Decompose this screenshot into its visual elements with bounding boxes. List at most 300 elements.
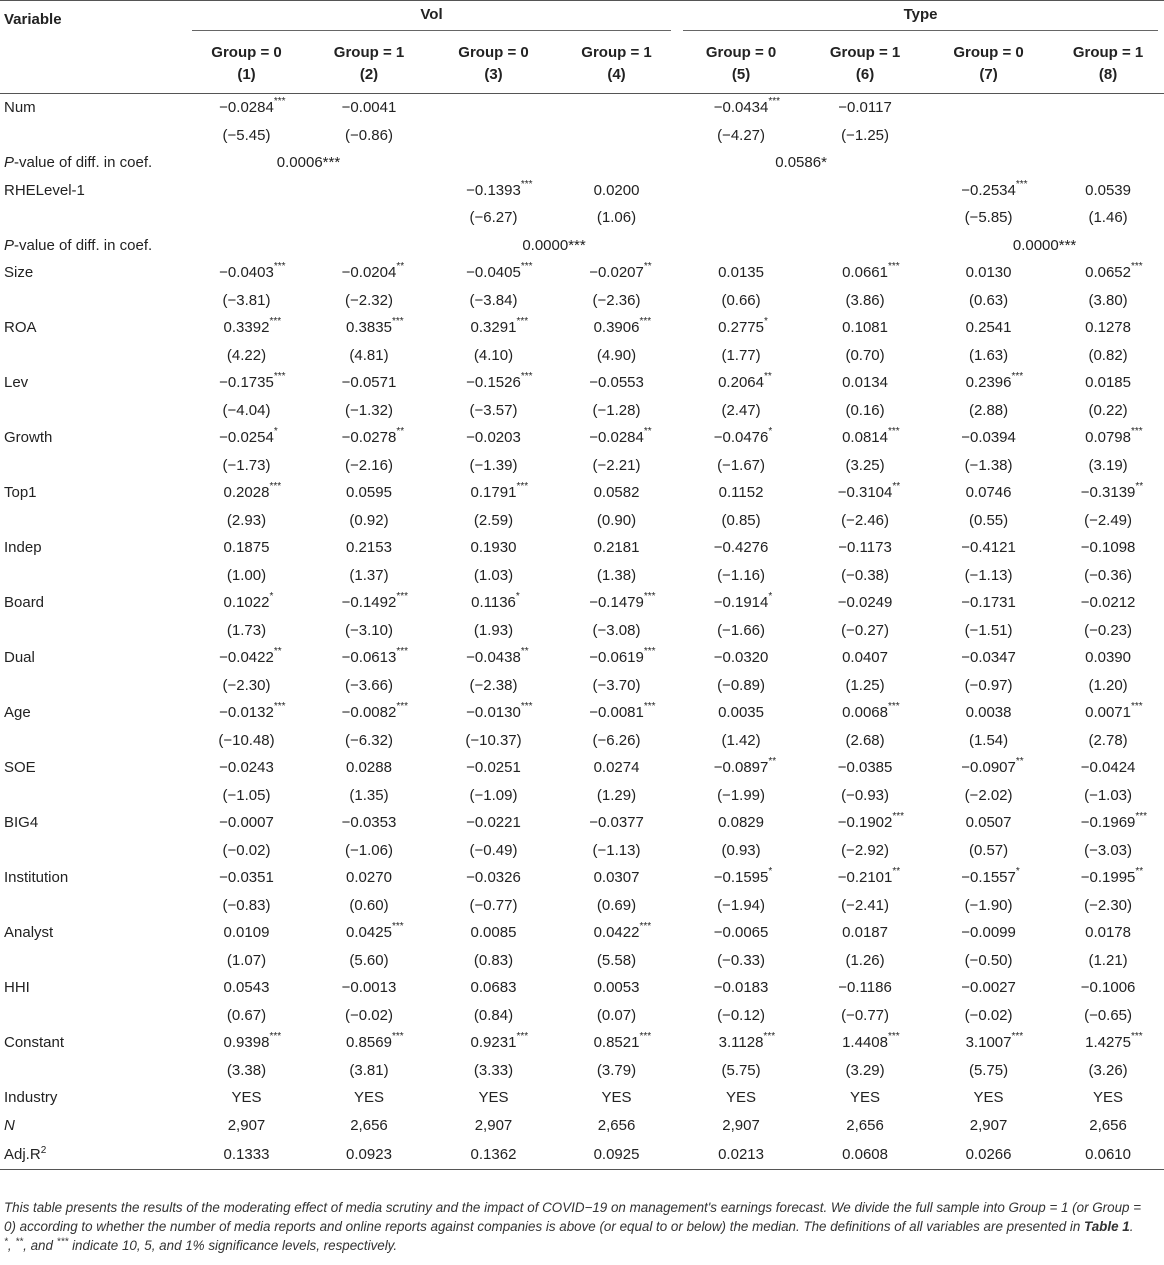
tstat-cell: (−1.28) bbox=[592, 401, 641, 419]
coef-cell bbox=[431, 259, 556, 287]
coef-number: −0.1492 bbox=[341, 594, 397, 612]
summary-value: 2,907 bbox=[722, 1116, 760, 1134]
coef-cell bbox=[431, 534, 556, 562]
summary-value: 0.0610 bbox=[1052, 1139, 1164, 1170]
coef-value bbox=[219, 371, 286, 392]
significance-stars: * bbox=[269, 591, 274, 603]
coef-value bbox=[961, 866, 1020, 887]
coef-cell bbox=[556, 534, 677, 562]
coef-value bbox=[842, 426, 900, 447]
coef-cell bbox=[925, 534, 1052, 562]
coef-value bbox=[961, 925, 1016, 940]
significance-stars: ** bbox=[892, 866, 901, 878]
coef-number: −0.0424 bbox=[1080, 759, 1136, 777]
tstat-cell: (−1.73) bbox=[222, 456, 271, 474]
tstat-cell: (−0.77) bbox=[841, 1006, 890, 1024]
coef-cell bbox=[677, 534, 805, 562]
pvalue-label-rest: -value of diff. in coef. bbox=[14, 236, 153, 254]
coef-cell bbox=[186, 479, 307, 507]
tstat-cell: (−1.32) bbox=[345, 401, 393, 419]
tstat-cell: (−0.86) bbox=[345, 126, 393, 144]
coef-row bbox=[0, 94, 1164, 122]
summary-value: YES bbox=[1093, 1089, 1124, 1107]
significance-stars: *** bbox=[643, 591, 656, 603]
coef-number: 0.0422 bbox=[593, 924, 640, 942]
coef-number: −0.0065 bbox=[713, 924, 769, 942]
tstat-cell: (−0.23) bbox=[1084, 621, 1133, 639]
coef-cell bbox=[307, 809, 431, 837]
coef-value bbox=[466, 430, 521, 445]
coef-value bbox=[714, 540, 769, 555]
significance-stars: *** bbox=[391, 1031, 404, 1043]
model-number: (8) bbox=[1052, 67, 1164, 94]
summary-row bbox=[0, 1139, 1164, 1170]
coef-number: −0.0007 bbox=[219, 814, 274, 832]
tstat-cell: (−6.32) bbox=[345, 731, 393, 749]
coef-value bbox=[1085, 320, 1131, 335]
coef-cell bbox=[925, 259, 1052, 287]
coef-cell bbox=[431, 177, 556, 205]
tstat-cell: (0.63) bbox=[968, 291, 1009, 309]
summary-name: Adj.R bbox=[4, 1145, 41, 1163]
coef-value bbox=[471, 980, 517, 995]
tstat-cell: (−0.50) bbox=[964, 951, 1013, 969]
coef-cell bbox=[805, 864, 925, 892]
coef-number: 0.0135 bbox=[718, 264, 764, 282]
coef-row bbox=[0, 369, 1164, 397]
summary-value: YES bbox=[478, 1089, 509, 1107]
coef-value bbox=[837, 481, 901, 502]
tstat-cell: (−1.05) bbox=[222, 786, 271, 804]
tstat-cell: (−6.26) bbox=[592, 731, 641, 749]
tstat-cell: (−1.94) bbox=[717, 896, 766, 914]
coef-number: 0.0746 bbox=[965, 484, 1012, 502]
coef-value bbox=[589, 591, 656, 612]
tstat-cell: (−0.65) bbox=[1084, 1006, 1133, 1024]
tstat-cell: (−1.90) bbox=[964, 896, 1013, 914]
summary-value: YES bbox=[601, 1089, 632, 1107]
significance-stars: *** bbox=[768, 96, 781, 108]
coef-cell bbox=[805, 589, 925, 617]
model-number: (4) bbox=[556, 67, 677, 94]
significance-stars: ** bbox=[396, 261, 405, 273]
pvalue-cell: 0.0000*** bbox=[1012, 236, 1077, 254]
coef-number: −0.0251 bbox=[466, 759, 521, 777]
coef-cell bbox=[186, 864, 307, 892]
coef-cell bbox=[925, 1029, 1052, 1057]
significance-stars: ** bbox=[768, 756, 777, 768]
coef-value bbox=[224, 980, 270, 995]
summary-value: YES bbox=[973, 1089, 1004, 1107]
coef-value bbox=[594, 980, 640, 995]
coef-cell bbox=[805, 479, 925, 507]
coef-row bbox=[0, 424, 1164, 452]
coef-number: −0.0117 bbox=[838, 99, 892, 117]
coef-value bbox=[966, 485, 1012, 500]
tstat-cell: (3.29) bbox=[845, 1061, 885, 1079]
coef-number: 0.1930 bbox=[470, 539, 517, 557]
coef-cell bbox=[307, 589, 431, 617]
coef-cell bbox=[307, 1029, 431, 1057]
coef-cell bbox=[925, 754, 1052, 782]
coef-value bbox=[961, 540, 1016, 555]
coef-value bbox=[589, 646, 656, 667]
coef-number: −0.2534 bbox=[961, 181, 1016, 199]
significance-stars: *** bbox=[273, 371, 286, 383]
coef-number: −0.0326 bbox=[466, 869, 521, 887]
coef-value bbox=[589, 261, 652, 282]
significance-stars: *** bbox=[1131, 261, 1143, 273]
coef-cell bbox=[556, 94, 677, 122]
tstat-cell bbox=[805, 204, 925, 232]
tstat-cell: (1.21) bbox=[1088, 951, 1128, 969]
coef-cell bbox=[556, 919, 677, 947]
coef-value bbox=[341, 426, 405, 447]
tstat-cell: (−2.92) bbox=[841, 841, 890, 859]
tstat-row bbox=[0, 342, 1164, 370]
coef-cell bbox=[805, 754, 925, 782]
coef-value bbox=[466, 178, 533, 199]
tstat-row bbox=[0, 672, 1164, 700]
coef-number: 0.9231 bbox=[470, 1034, 517, 1052]
group-label: Group = 0 bbox=[705, 43, 777, 61]
coef-cell bbox=[805, 424, 925, 452]
coef-number: 0.0595 bbox=[346, 484, 392, 502]
coef-number: −0.1995 bbox=[1080, 869, 1136, 887]
coef-row bbox=[0, 919, 1164, 947]
tstat-cell: (1.07) bbox=[226, 951, 267, 969]
coef-value bbox=[842, 1031, 900, 1052]
coef-value bbox=[961, 756, 1024, 777]
significance-stars: ** bbox=[643, 261, 652, 273]
coef-number: −0.4121 bbox=[961, 539, 1016, 557]
tstat-cell: (−0.12) bbox=[717, 1006, 766, 1024]
pvalue-label-italic: P bbox=[4, 154, 15, 172]
variable-header: Variable bbox=[0, 1, 186, 38]
significance-stars: *** bbox=[1131, 426, 1143, 438]
coef-number: −0.1731 bbox=[961, 594, 1016, 612]
coef-cell bbox=[307, 424, 431, 452]
variable-name: RHELevel-1 bbox=[4, 181, 85, 199]
coef-cell bbox=[925, 94, 1052, 122]
coef-cell bbox=[805, 369, 925, 397]
coef-cell bbox=[677, 974, 805, 1002]
coef-number: −0.0394 bbox=[961, 429, 1016, 447]
coef-number: 0.0407 bbox=[842, 649, 888, 667]
tstat-cell: (3.25) bbox=[845, 456, 885, 474]
summary-value: 2,656 bbox=[350, 1116, 388, 1134]
coef-number: 0.9398 bbox=[223, 1034, 270, 1052]
coef-value bbox=[838, 100, 892, 115]
coef-cell bbox=[805, 974, 925, 1002]
coef-value bbox=[346, 316, 404, 337]
coef-cell bbox=[556, 644, 677, 672]
coef-cell bbox=[925, 589, 1052, 617]
coef-value bbox=[341, 591, 408, 612]
tstat-row bbox=[0, 727, 1164, 755]
coef-value bbox=[966, 705, 1012, 720]
coef-value bbox=[1085, 183, 1131, 198]
coef-cell bbox=[307, 974, 431, 1002]
tstat-cell bbox=[1052, 122, 1164, 150]
coef-cell bbox=[307, 479, 431, 507]
tstat-cell: (1.20) bbox=[1088, 676, 1128, 694]
coef-number: −0.0254 bbox=[219, 429, 274, 447]
tstat-row bbox=[0, 507, 1164, 535]
coef-cell bbox=[1052, 864, 1164, 892]
coef-number: 0.0085 bbox=[470, 924, 517, 942]
tstat-row bbox=[0, 287, 1164, 315]
coef-number: −0.1479 bbox=[589, 594, 644, 612]
coef-value bbox=[219, 701, 286, 722]
coef-value bbox=[842, 375, 888, 390]
tstat-cell: (1.00) bbox=[226, 566, 267, 584]
tstat-cell: (0.60) bbox=[349, 896, 389, 914]
coef-cell bbox=[805, 699, 925, 727]
tstat-row bbox=[0, 397, 1164, 425]
coef-number: 0.8521 bbox=[593, 1034, 640, 1052]
tstat-cell: (4.22) bbox=[226, 346, 267, 364]
summary-row bbox=[0, 1112, 1164, 1140]
pvalue-label bbox=[0, 149, 186, 177]
coef-cell bbox=[677, 699, 805, 727]
tstat-cell: (−3.03) bbox=[1084, 841, 1133, 859]
tstat-cell: (1.54) bbox=[968, 731, 1009, 749]
coef-number: −0.0385 bbox=[837, 759, 893, 777]
coef-number: 0.2064 bbox=[718, 374, 764, 392]
coef-value bbox=[471, 540, 517, 555]
coef-number: 0.0270 bbox=[346, 869, 392, 887]
group-header-row bbox=[0, 37, 1164, 67]
tstat-cell bbox=[431, 122, 556, 150]
coef-number: −0.0082 bbox=[341, 704, 397, 722]
variable-name: Num bbox=[4, 99, 36, 117]
tstat-cell: (−0.83) bbox=[222, 896, 271, 914]
coef-value bbox=[342, 100, 397, 115]
coef-cell bbox=[1052, 177, 1164, 205]
coef-cell bbox=[677, 369, 805, 397]
coef-value bbox=[589, 701, 656, 722]
coef-value bbox=[224, 925, 270, 940]
significance-stars: *** bbox=[520, 371, 533, 383]
group-label: Group = 1 bbox=[1072, 43, 1144, 61]
coef-value bbox=[714, 980, 769, 995]
coef-number: −0.0212 bbox=[1080, 594, 1136, 612]
coef-number: 0.0539 bbox=[1085, 181, 1131, 199]
tstat-cell: (−0.77) bbox=[469, 896, 518, 914]
coef-number: 3.1007 bbox=[965, 1034, 1012, 1052]
coef-cell bbox=[186, 754, 307, 782]
coef-number: −0.0353 bbox=[341, 814, 397, 832]
coef-number: −0.0351 bbox=[219, 869, 274, 887]
coef-number: 0.0829 bbox=[718, 814, 764, 832]
coef-cell bbox=[805, 919, 925, 947]
coef-value bbox=[594, 183, 640, 198]
coef-value bbox=[961, 595, 1016, 610]
tstat-cell: (0.85) bbox=[721, 511, 761, 529]
coef-value bbox=[594, 540, 640, 555]
tstat-cell: (1.63) bbox=[968, 346, 1009, 364]
coef-value bbox=[594, 870, 640, 885]
coef-cell bbox=[186, 1029, 307, 1057]
coef-value bbox=[223, 316, 282, 337]
summary-value: 2,907 bbox=[227, 1116, 266, 1134]
tstat-row bbox=[0, 122, 1164, 150]
tstat-row bbox=[0, 204, 1164, 232]
tstat-cell: (0.55) bbox=[968, 511, 1009, 529]
coef-value bbox=[346, 921, 404, 942]
coef-number: 0.0071 bbox=[1085, 704, 1131, 722]
coef-cell bbox=[1052, 919, 1164, 947]
coef-cell bbox=[556, 479, 677, 507]
coef-cell bbox=[431, 1029, 556, 1057]
coef-value bbox=[965, 1031, 1024, 1052]
coef-number: 0.0288 bbox=[346, 759, 392, 777]
summary-value: YES bbox=[850, 1089, 881, 1107]
coef-row bbox=[0, 809, 1164, 837]
summary-value: 2,656 bbox=[846, 1116, 884, 1134]
pvalue-label bbox=[0, 232, 186, 260]
coef-number: −0.0013 bbox=[341, 979, 397, 997]
coef-value bbox=[838, 980, 892, 995]
coef-cell bbox=[677, 424, 805, 452]
tstat-row bbox=[0, 617, 1164, 645]
coef-value bbox=[1080, 811, 1148, 832]
coef-number: −0.0130 bbox=[466, 704, 521, 722]
coef-number: −0.0476 bbox=[713, 429, 769, 447]
coef-value bbox=[966, 265, 1012, 280]
tstat-cell: (1.42) bbox=[721, 731, 761, 749]
coef-cell bbox=[186, 809, 307, 837]
coef-number: −0.0183 bbox=[713, 979, 769, 997]
coef-number: −0.0249 bbox=[837, 594, 893, 612]
tstat-cell: (4.81) bbox=[349, 346, 389, 364]
coef-value bbox=[1081, 540, 1136, 555]
tstat-cell: (−0.02) bbox=[345, 1006, 393, 1024]
coef-value bbox=[470, 481, 529, 502]
tstat-cell: (−2.49) bbox=[1084, 511, 1133, 529]
tstat-cell: (−1.13) bbox=[964, 566, 1013, 584]
summary-value: 2,656 bbox=[1089, 1116, 1127, 1134]
tstat-cell bbox=[186, 204, 307, 232]
tstat-cell: (−2.41) bbox=[841, 896, 890, 914]
coef-cell bbox=[1052, 974, 1164, 1002]
coef-number: 0.0814 bbox=[842, 429, 888, 447]
coef-row bbox=[0, 644, 1164, 672]
tstat-cell: (0.92) bbox=[349, 511, 389, 529]
significance-stars: * bbox=[768, 866, 773, 878]
tstat-cell: (1.77) bbox=[721, 346, 761, 364]
variable-name: HHI bbox=[4, 979, 30, 997]
pvalue-label-italic: P bbox=[4, 236, 15, 254]
coef-cell bbox=[556, 314, 677, 342]
coef-number: −0.0571 bbox=[341, 374, 397, 392]
coef-value bbox=[466, 815, 521, 830]
coef-cell bbox=[805, 534, 925, 562]
coef-row bbox=[0, 479, 1164, 507]
coef-cell bbox=[556, 699, 677, 727]
coef-cell bbox=[556, 974, 677, 1002]
summary-row bbox=[0, 1084, 1164, 1112]
tstat-cell: (5.75) bbox=[968, 1061, 1009, 1079]
coef-number: −0.0613 bbox=[341, 649, 397, 667]
coef-value bbox=[718, 316, 768, 337]
variable-name: Institution bbox=[4, 869, 69, 887]
coef-cell bbox=[186, 534, 307, 562]
coef-cell bbox=[307, 864, 431, 892]
tstat-cell: (−0.02) bbox=[964, 1006, 1013, 1024]
coef-number: 0.2396 bbox=[965, 374, 1012, 392]
coef-number: −0.1393 bbox=[466, 181, 521, 199]
model-number: (2) bbox=[307, 67, 431, 94]
tstat-cell: (−1.13) bbox=[592, 841, 641, 859]
significance-stars: *** bbox=[516, 481, 529, 493]
significance-stars: *** bbox=[396, 591, 408, 603]
significance-stars: *** bbox=[273, 701, 286, 713]
coef-number: −0.1173 bbox=[838, 539, 892, 557]
significance-stars: *** bbox=[887, 261, 900, 273]
tstat-cell: (−4.27) bbox=[717, 126, 766, 144]
tstat-cell: (−3.66) bbox=[345, 676, 393, 694]
coef-cell bbox=[307, 754, 431, 782]
significance-stars: *** bbox=[273, 96, 286, 108]
tstat-cell bbox=[556, 122, 677, 150]
significance-stars: *** bbox=[892, 811, 905, 823]
coef-number: −0.1557 bbox=[961, 869, 1016, 887]
summary-value: YES bbox=[231, 1089, 262, 1107]
coef-value bbox=[593, 1031, 652, 1052]
significance-stars: *** bbox=[269, 316, 282, 328]
coef-cell bbox=[556, 424, 677, 452]
coef-cell bbox=[677, 259, 805, 287]
coef-cell bbox=[925, 177, 1052, 205]
coef-cell bbox=[925, 809, 1052, 837]
tstat-cell: (2.68) bbox=[845, 731, 885, 749]
significance-stars: *** bbox=[516, 1031, 529, 1043]
tstat-cell: (−0.97) bbox=[964, 676, 1013, 694]
coef-value bbox=[714, 650, 769, 665]
coef-number: 0.2153 bbox=[346, 539, 392, 557]
coef-row bbox=[0, 864, 1164, 892]
coef-number: 0.3392 bbox=[223, 319, 270, 337]
coef-number: −0.0221 bbox=[466, 814, 521, 832]
coef-number: −0.0207 bbox=[589, 264, 644, 282]
coef-value bbox=[219, 646, 282, 667]
coef-number: −0.0377 bbox=[589, 814, 644, 832]
coef-cell bbox=[1052, 589, 1164, 617]
coef-cell bbox=[805, 177, 925, 205]
coef-number: −0.0243 bbox=[219, 759, 274, 777]
coef-value bbox=[466, 261, 533, 282]
significance-stars: ** bbox=[1135, 866, 1144, 878]
tstat-row bbox=[0, 947, 1164, 975]
coef-cell bbox=[677, 754, 805, 782]
summary-name: Industry bbox=[4, 1089, 58, 1107]
coef-value bbox=[838, 595, 893, 610]
coef-number: −0.0403 bbox=[219, 264, 274, 282]
tstat-cell: (−2.02) bbox=[964, 786, 1013, 804]
tstat-cell: (−0.33) bbox=[717, 951, 766, 969]
panel-header-row bbox=[0, 1, 1164, 38]
tstat-cell: (−6.27) bbox=[469, 209, 518, 227]
coef-number: −0.1006 bbox=[1080, 979, 1136, 997]
coef-cell bbox=[431, 94, 556, 122]
tstat-cell: (−0.89) bbox=[717, 676, 766, 694]
coef-cell bbox=[677, 589, 805, 617]
coef-value bbox=[842, 925, 888, 940]
coef-value bbox=[966, 320, 1012, 335]
significance-stars: ** bbox=[1015, 756, 1024, 768]
